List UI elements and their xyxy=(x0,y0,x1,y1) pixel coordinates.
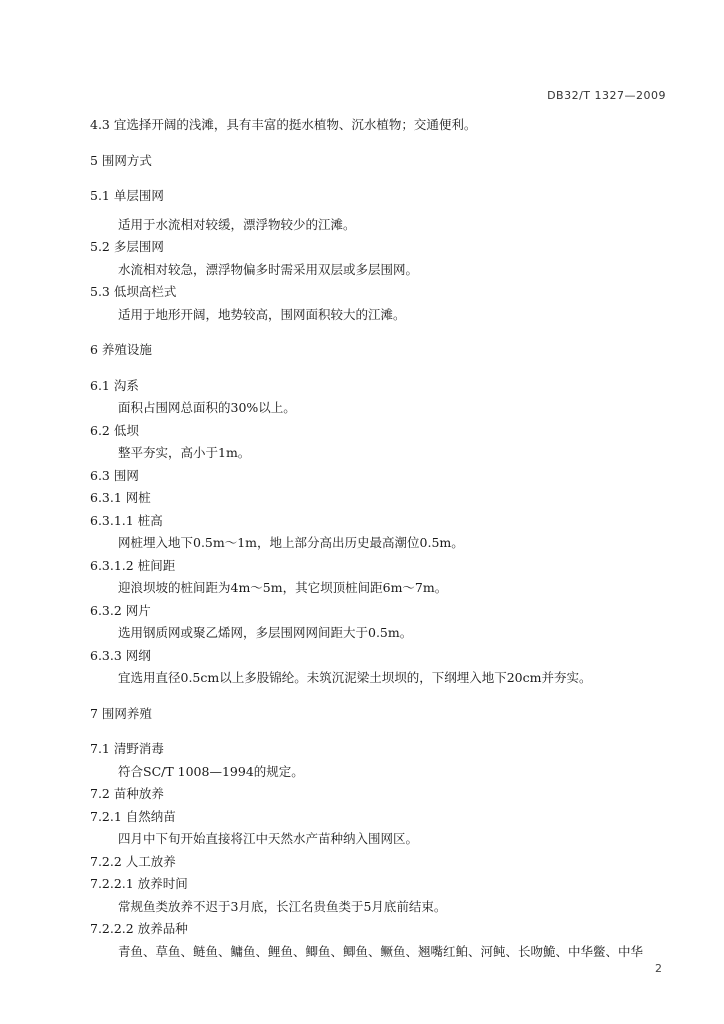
clause-6-3-2-text: 选用钢质网或聚乙烯网，多层围网网间距大于0.5m。 xyxy=(118,625,413,640)
clause-6-3-2-heading: 6.3.2 网片 xyxy=(90,602,151,618)
clause-7-1-text: 符合SC/T 1008—1994的规定。 xyxy=(118,763,304,779)
clause-7-2-2-heading: 7.2.2 人工放养 xyxy=(90,853,176,869)
clause-6-2-heading: 6.2 低坝 xyxy=(90,422,139,438)
clause-7-2-2-2-text: 青鱼、草鱼、鲢鱼、鳙鱼、鲤鱼、鲫鱼、鲫鱼、鳜鱼、翘嘴红鲌、河鲀、长吻鮠、中华鳖、中华 xyxy=(118,943,644,959)
clause-6-3-3-text: 宜选用直径0.5cm以上多股锦纶。未筑沉泥梁土坝坝的，下纲埋入地下20cm并夯实。 xyxy=(118,670,592,685)
clause-6-3-1-1-text: 网桩埋入地下0.5m～1m，地上部分高出历史最高潮位0.5m。 xyxy=(118,535,464,550)
document-body xyxy=(90,114,670,963)
clause-4-3: 4.3 宜选择开阔的浅滩，具有丰富的挺水植物、沉水植物；交通便利。 xyxy=(90,117,477,132)
clause-6-3-1-2-text: 迎浪坝坡的桩间距为4m～5m，其它坝顶桩间距6m～7m。 xyxy=(118,580,448,595)
clause-5-2-text: 水流相对较急，漂浮物偏多时需采用双层或多层围网。 xyxy=(118,261,419,277)
clause-6-1-text: 面积占围网总面积的30%以上。 xyxy=(118,400,296,415)
clause-5-3-heading: 5.3 低坝高栏式 xyxy=(90,284,177,299)
section-7-heading: 7 围网养殖 xyxy=(90,705,152,721)
clause-6-1-heading: 6.1 沟系 xyxy=(90,377,139,393)
clause-6-3-3-heading: 6.3.3 网纲 xyxy=(90,647,151,663)
document-code-header: DB32/T 1327—2009 xyxy=(547,89,666,102)
clause-6-3-1-2-heading: 6.3.1.2 桩间距 xyxy=(90,557,176,573)
clause-7-2-heading: 7.2 苗种放养 xyxy=(90,786,164,801)
clause-7-2-1-heading: 7.2.1 自然纳苗 xyxy=(90,808,176,824)
clause-7-2-2-1-text: 常规鱼类放养不迟于3月底，长江名贵鱼类于5月底前结束。 xyxy=(118,898,447,914)
clause-6-3-1-heading: 6.3.1 网桩 xyxy=(90,490,151,505)
clause-5-1-heading: 5.1 单层围网 xyxy=(90,188,164,203)
clause-5-3-text: 适用于地形开阔，地势较高，围网面积较大的江滩。 xyxy=(118,306,406,322)
page-number: 2 xyxy=(655,962,662,975)
clause-5-2-heading: 5.2 多层围网 xyxy=(90,239,164,254)
clause-6-3-heading: 6.3 围网 xyxy=(90,467,139,483)
clause-7-2-1-text: 四月中下旬开始直接将江中天然水产苗种纳入围网区。 xyxy=(118,831,419,846)
clause-7-2-2-1-heading: 7.2.2.1 放养时间 xyxy=(90,876,188,891)
clause-7-1-heading: 7.1 清野消毒 xyxy=(90,741,164,756)
section-6-heading: 6 养殖设施 xyxy=(90,342,152,357)
clause-5-1-text: 适用于水流相对较缓，漂浮物较少的江滩。 xyxy=(118,216,356,232)
section-5-heading: 5 围网方式 xyxy=(90,152,152,168)
clause-6-3-1-1-heading: 6.3.1.1 桩高 xyxy=(90,512,163,528)
clause-6-2-text: 整平夯实，高小于1m。 xyxy=(118,445,251,460)
clause-7-2-2-2-heading: 7.2.2.2 放养品种 xyxy=(90,921,188,936)
